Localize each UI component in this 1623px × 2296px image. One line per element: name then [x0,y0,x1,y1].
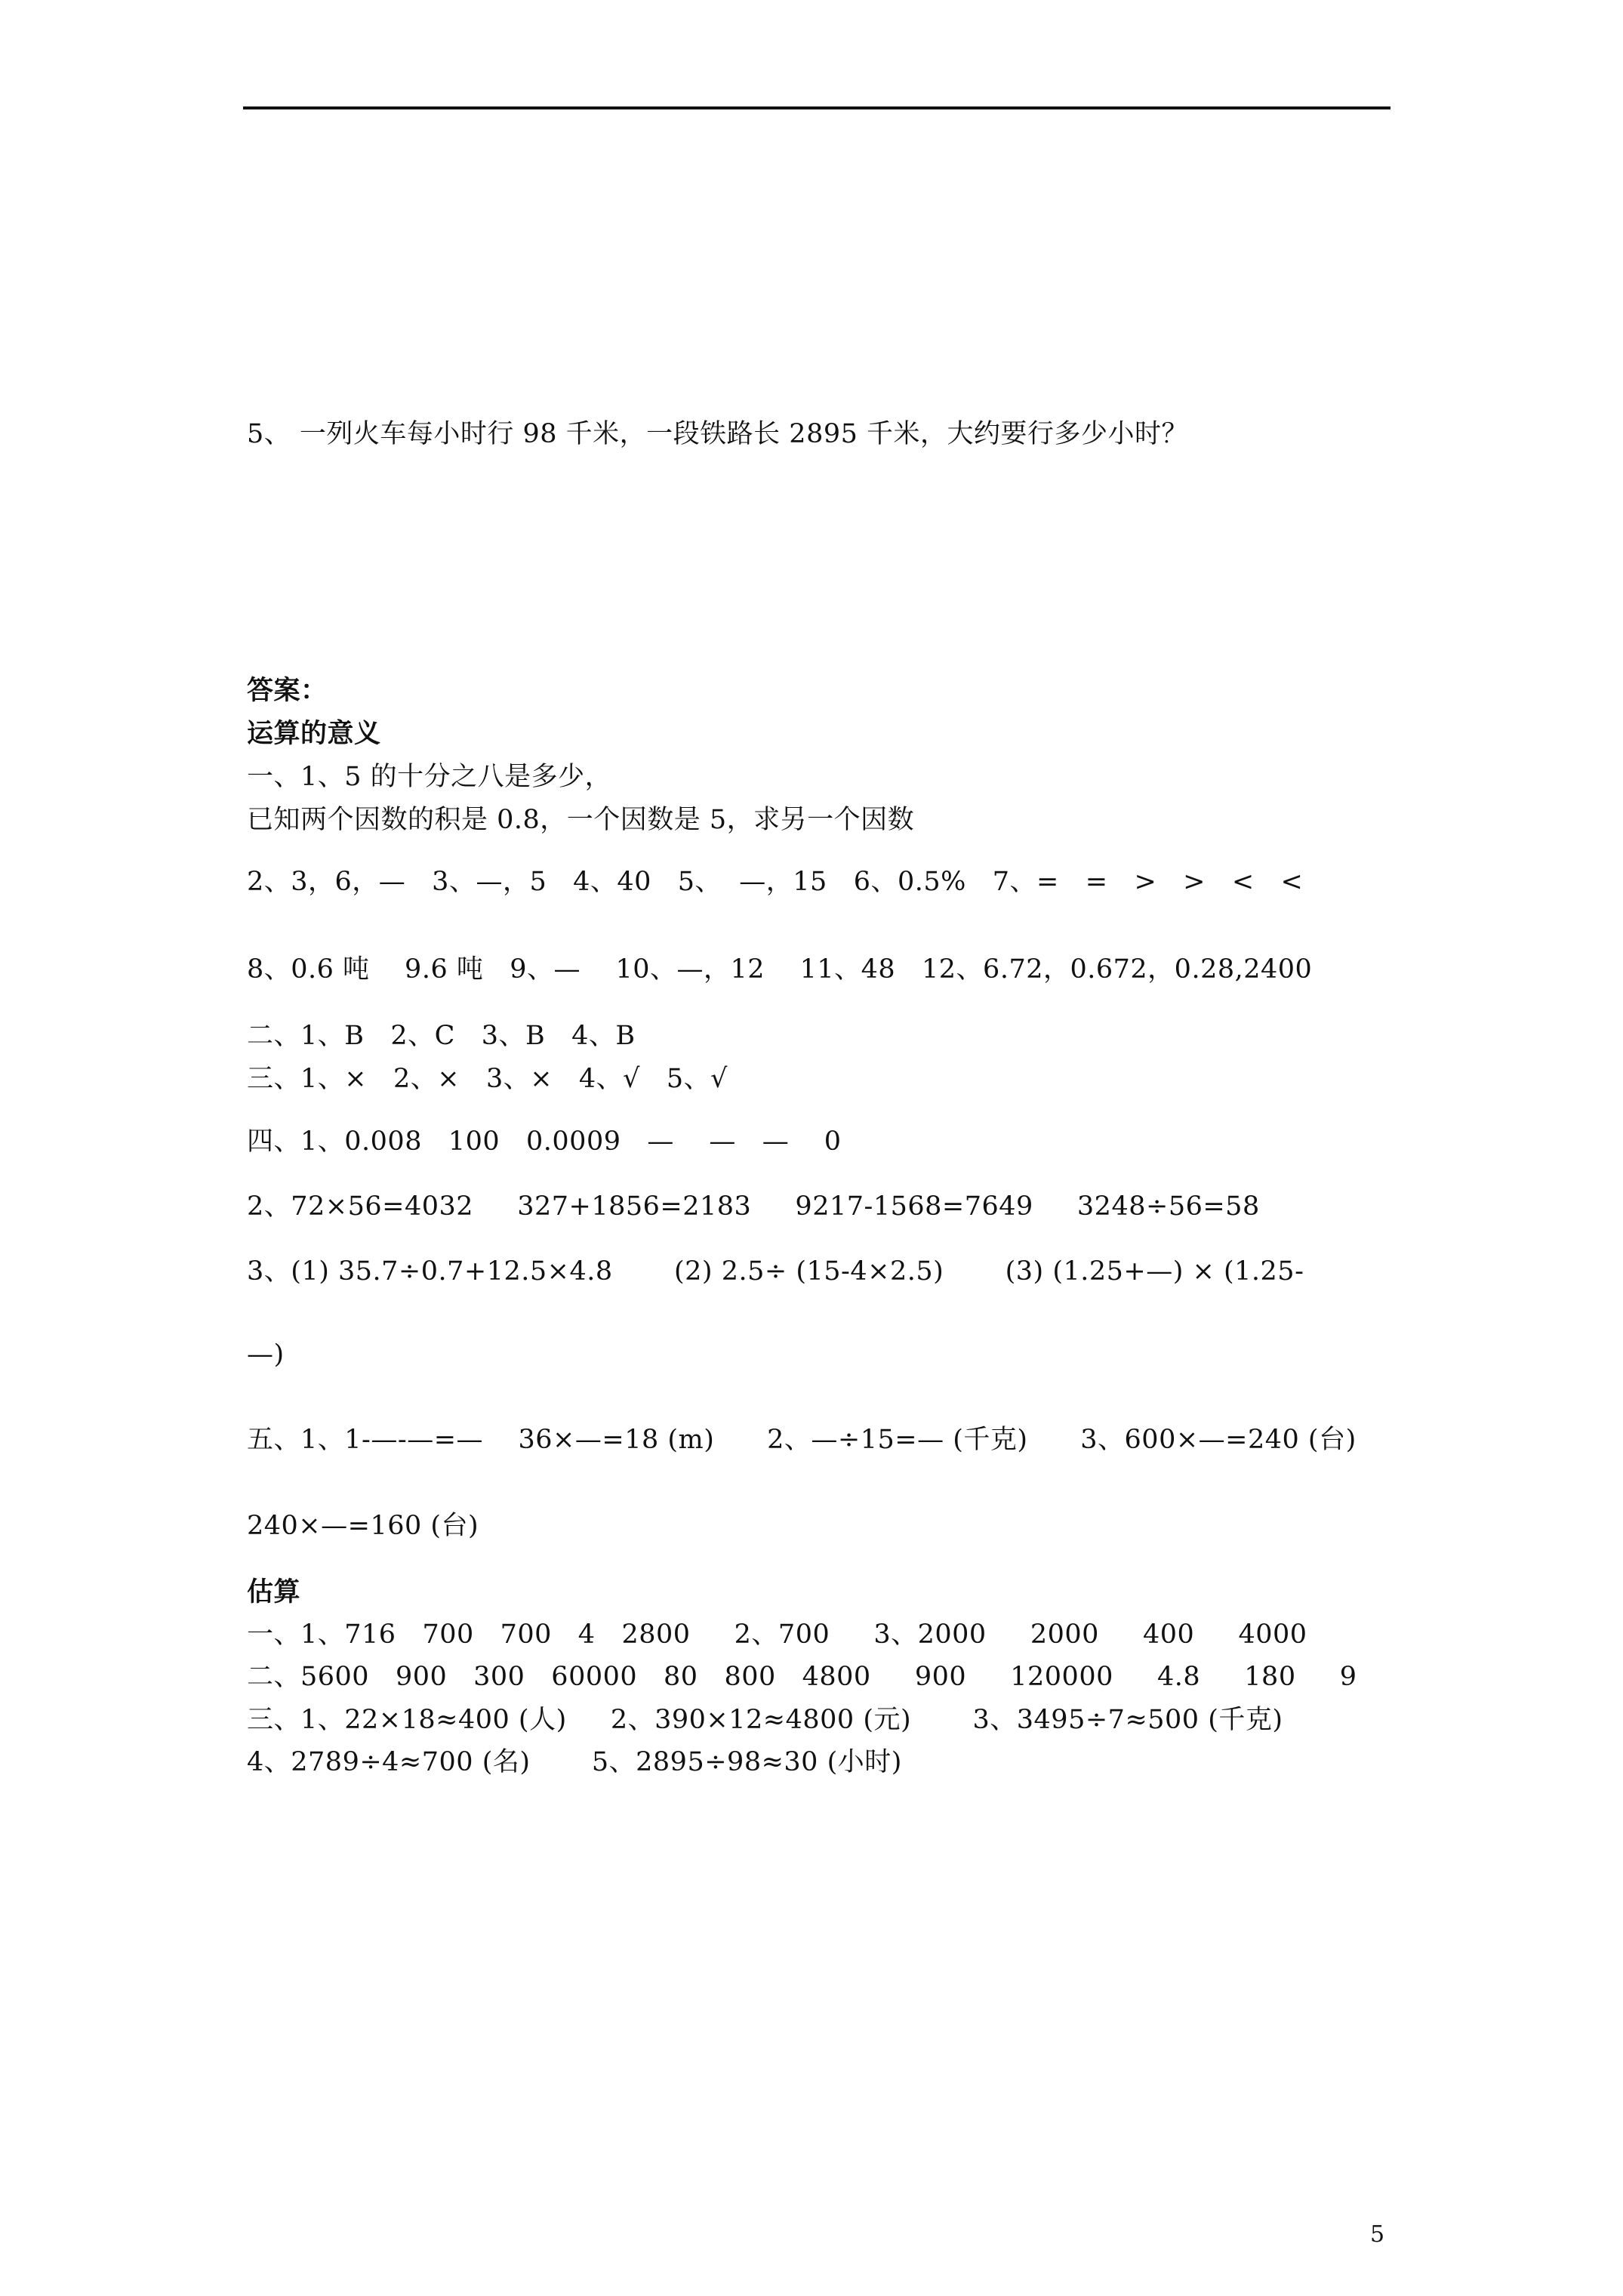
answer-line: 三、1、× 2、× 3、× 4、√ 5、√ [247,1064,728,1094]
question-5: 5、 一列火车每小时行 98 千米，一段铁路长 2895 千米，大约要行多少小时？ [247,419,1189,449]
answer-line: 五、1、1-—-—=— 36×—=18 (m) 2、—÷15=— (千克) 3、600×—=240 (台) [247,1425,1357,1455]
answer-line: 2、3，6，— 3、—，5 4、40 5、 —，15 6、0.5% 7、= = > > < < [247,867,1304,897]
page-number: 5 [1370,2221,1385,2248]
answer-line: 一、1、5 的十分之八是多少， [247,762,612,792]
answer-line: 已知两个因数的积是 0.8，一个因数是 5，求另一个因数 [247,805,915,835]
answers-heading: 答案： [247,675,328,706]
answer-line: 一、1、716 700 700 4 2800 2、700 3、2000 2000 400 4000 [247,1620,1307,1650]
answer-line: 四、1、0.008 100 0.0009 — — — 0 [247,1126,842,1157]
answer-line: 8、0.6 吨 9.6 吨 9、— 10、—，12 11、48 12、6.72，0.672，0.28,2400 [247,954,1313,985]
answer-line: 240×—=160 (台) [247,1511,479,1541]
answer-line: 二、5600 900 300 60000 80 800 4800 900 120000 4.8 180 9 [247,1662,1357,1692]
answer-line: 2、72×56=4032 327+1856=2183 9217-1568=7649 3248÷56=58 [247,1191,1260,1222]
answer-line: 4、2789÷4≈700 (名) 5、2895÷98≈30 (小时) [247,1747,902,1777]
answer-line: 3、(1) 35.7÷0.7+12.5×4.8 (2) 2.5÷ (15-4×2.5) (3) (1.25+—) × (1.25- [247,1256,1304,1287]
section-estimation-title: 估算 [247,1576,301,1607]
section-operation-meaning-title: 运算的意义 [247,718,381,749]
header-rule [243,106,1390,109]
answer-line: —) [247,1339,285,1370]
answer-line: 二、1、B 2、C 3、B 4、B [247,1021,636,1051]
answer-line: 三、1、22×18≈400 (人) 2、390×12≈4800 (元) 3、3495÷7≈500 (千克) [247,1705,1283,1735]
